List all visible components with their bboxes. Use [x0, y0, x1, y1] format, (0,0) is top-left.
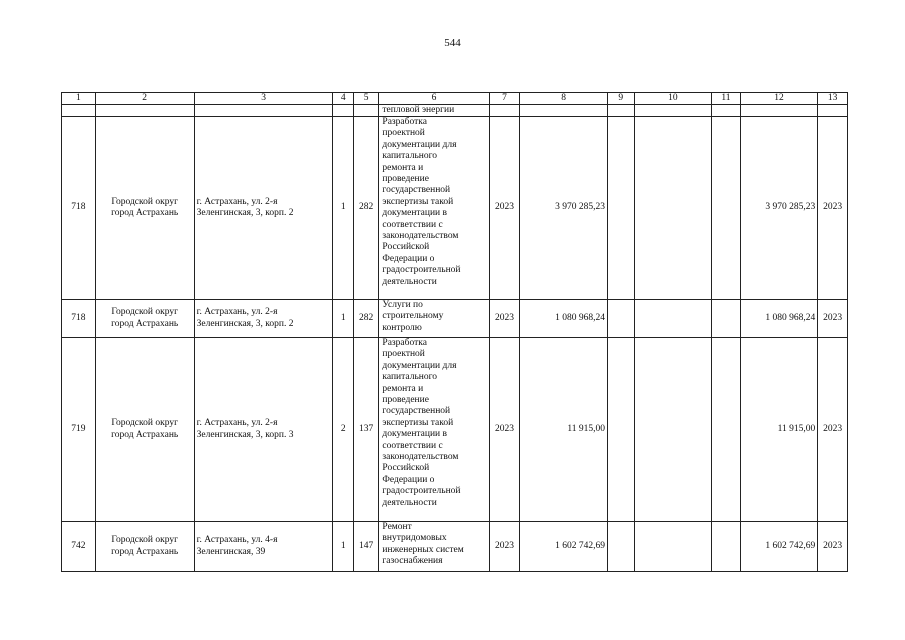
col10-cell — [634, 338, 712, 522]
empty-cell — [818, 105, 848, 117]
work-line: законодательством — [382, 231, 459, 242]
work-line: инженерных систем — [382, 544, 464, 555]
table-row — [62, 117, 848, 300]
col5-cell: 147 — [353, 522, 379, 572]
year-cell: 2023 — [489, 117, 520, 300]
col12-cost-cell: 3 970 285,23 — [740, 117, 818, 300]
column-number: 2 — [95, 93, 194, 105]
table-row — [62, 338, 848, 522]
work-type-cell — [379, 300, 489, 338]
work-line: Услуги по — [382, 300, 423, 310]
cost-cell: 1 602 742,69 — [520, 522, 608, 572]
col9-cell — [608, 117, 635, 300]
col5-cell: 137 — [353, 338, 379, 522]
cost-cell: 11 915,00 — [520, 338, 608, 522]
col12-cost-cell: 1 080 968,24 — [740, 300, 818, 338]
work-line: Разработка — [382, 338, 427, 348]
municipality-cell — [95, 522, 194, 572]
continuation-row — [62, 105, 848, 117]
col10-cell — [634, 117, 712, 300]
column-number: 12 — [740, 93, 818, 105]
municipality-line: Городской округ — [111, 196, 178, 207]
empty-cell — [62, 105, 96, 117]
col9-cell — [608, 338, 635, 522]
column-number: 7 — [489, 93, 520, 105]
year-cell: 2023 — [489, 338, 520, 522]
work-type-cell — [379, 105, 489, 117]
col4-cell: 1 — [333, 117, 353, 300]
work-line: проведение — [382, 395, 429, 406]
empty-cell — [740, 105, 818, 117]
col11-cell — [712, 522, 741, 572]
year-cell: 2023 — [489, 300, 520, 338]
empty-cell — [608, 105, 635, 117]
empty-cell — [333, 105, 353, 117]
column-number: 3 — [194, 93, 333, 105]
year-cell: 2023 — [489, 522, 520, 572]
work-line: документации для — [382, 139, 457, 150]
column-number: 9 — [608, 93, 635, 105]
col10-cell — [634, 300, 712, 338]
capital-repair-table — [61, 92, 848, 572]
col11-cell — [712, 300, 741, 338]
work-type-cell — [379, 117, 489, 300]
row-number-cell: 718 — [62, 117, 96, 300]
work-line: соответствии с — [382, 440, 443, 451]
work-line: экспертизы такой — [382, 196, 454, 207]
municipality-line: город Астрахань — [111, 429, 179, 440]
col12-cost-cell: 1 602 742,69 — [740, 522, 818, 572]
row-number-cell: 719 — [62, 338, 96, 522]
column-number: 10 — [634, 93, 712, 105]
empty-cell — [194, 105, 333, 117]
work-line: Разработка — [382, 117, 427, 127]
column-number: 11 — [712, 93, 741, 105]
work-line: Ремонт — [382, 522, 412, 532]
work-line: деятельности — [382, 276, 437, 287]
col10-cell — [634, 522, 712, 572]
work-line: градостроительной — [382, 486, 461, 497]
address-cell — [194, 300, 333, 338]
work-line: проектной — [382, 349, 425, 360]
column-number: 4 — [333, 93, 353, 105]
work-line: Российской — [382, 463, 430, 474]
municipality-cell — [95, 117, 194, 300]
address-line: г. Астрахань, ул. 2-я — [196, 196, 278, 207]
column-number: 13 — [818, 93, 848, 105]
col4-cell: 1 — [333, 300, 353, 338]
work-line: Федерации о — [382, 253, 435, 264]
municipality-line: город Астрахань — [111, 546, 179, 557]
address-line: Зеленгинская, 39 — [196, 546, 266, 557]
municipality-line: Городской округ — [111, 535, 178, 546]
col11-cell — [712, 338, 741, 522]
col4-cell: 1 — [333, 522, 353, 572]
address-line: г. Астрахань, ул. 2-я — [196, 307, 278, 318]
address-line: г. Астрахань, ул. 2-я — [196, 418, 278, 429]
page-number: 544 — [444, 37, 461, 49]
work-line: экспертизы такой — [382, 417, 454, 428]
work-line: документации в — [382, 429, 448, 440]
col12-cost-cell: 11 915,00 — [740, 338, 818, 522]
column-number: 5 — [353, 93, 379, 105]
column-number: 6 — [379, 93, 489, 105]
work-line: контролю — [382, 322, 422, 333]
empty-cell — [353, 105, 379, 117]
row-number-cell: 718 — [62, 300, 96, 338]
work-line: ремонта и — [382, 383, 424, 394]
address-line: Зеленгинская, 3, корп. 2 — [196, 208, 294, 218]
col5-cell: 282 — [353, 117, 379, 300]
empty-cell — [489, 105, 520, 117]
work-line: проведение — [382, 174, 429, 185]
work-line: капитального — [382, 151, 438, 162]
municipality-line: Городской округ — [111, 307, 178, 318]
work-type-cell — [379, 338, 489, 522]
work-line: деятельности — [382, 497, 437, 508]
municipality-line: Городской округ — [111, 418, 178, 429]
column-number: 8 — [520, 93, 608, 105]
empty-cell — [712, 105, 741, 117]
col9-cell — [608, 522, 635, 572]
empty-cell — [634, 105, 712, 117]
address-line: г. Астрахань, ул. 4-я — [196, 535, 278, 546]
work-line: тепловой энергии — [382, 105, 455, 115]
col4-cell: 2 — [333, 338, 353, 522]
table-row — [62, 522, 848, 572]
work-line: проектной — [382, 128, 425, 139]
col13-year-cell: 2023 — [818, 300, 848, 338]
work-line: Российской — [382, 242, 430, 253]
work-line: Федерации о — [382, 474, 435, 485]
col13-year-cell: 2023 — [818, 338, 848, 522]
work-line: государственной — [382, 406, 451, 417]
work-line: градостроительной — [382, 265, 461, 276]
municipality-cell — [95, 338, 194, 522]
municipality-line: город Астрахань — [111, 208, 179, 218]
work-line: государственной — [382, 185, 451, 196]
municipality-cell — [95, 300, 194, 338]
empty-cell — [95, 105, 194, 117]
col9-cell — [608, 300, 635, 338]
work-line: строительному — [382, 311, 444, 322]
address-line: Зеленгинская, 3, корп. 3 — [196, 429, 294, 440]
column-number-row — [62, 93, 848, 105]
work-line: капитального — [382, 372, 438, 383]
work-line: документации для — [382, 360, 457, 371]
work-line: ремонта и — [382, 162, 424, 173]
address-line: Зеленгинская, 3, корп. 2 — [196, 318, 294, 329]
work-type-cell — [379, 522, 489, 572]
column-number: 1 — [62, 93, 96, 105]
row-number-cell: 742 — [62, 522, 96, 572]
col13-year-cell: 2023 — [818, 522, 848, 572]
cost-cell: 3 970 285,23 — [520, 117, 608, 300]
work-line: соответствии с — [382, 219, 443, 230]
work-line: газоснабжения — [382, 556, 443, 567]
col5-cell: 282 — [353, 300, 379, 338]
address-cell — [194, 117, 333, 300]
table-row — [62, 300, 848, 338]
address-cell — [194, 338, 333, 522]
municipality-line: город Астрахань — [111, 318, 179, 329]
work-line: документации в — [382, 208, 448, 219]
col11-cell — [712, 117, 741, 300]
work-line: внутридомовых — [382, 533, 447, 544]
col13-year-cell: 2023 — [818, 117, 848, 300]
cost-cell: 1 080 968,24 — [520, 300, 608, 338]
address-cell — [194, 522, 333, 572]
work-line: законодательством — [382, 452, 459, 463]
empty-cell — [520, 105, 608, 117]
